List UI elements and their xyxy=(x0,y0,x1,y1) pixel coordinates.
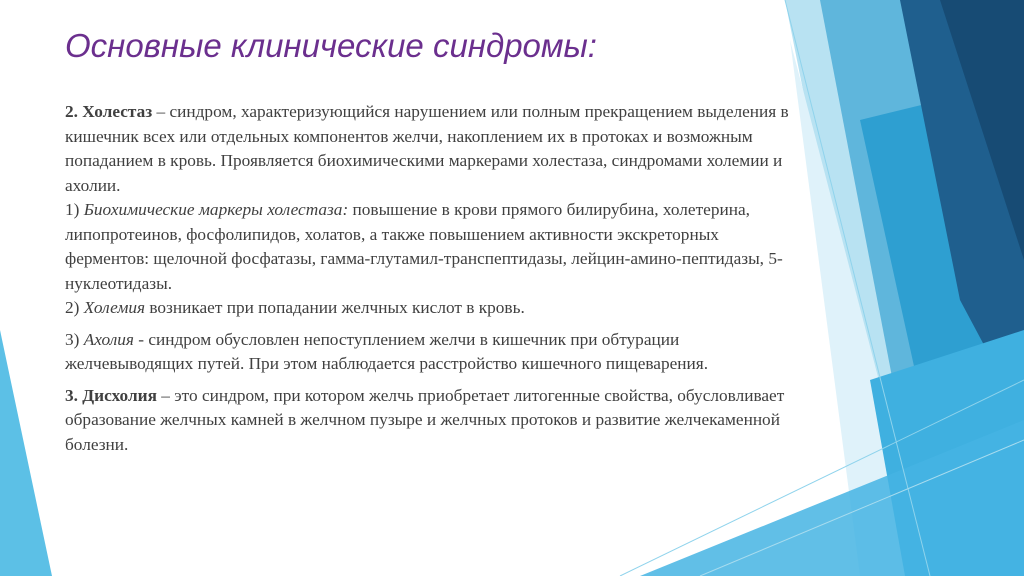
markers-number: 1) xyxy=(65,200,84,219)
slide-title: Основные клинические синдромы: xyxy=(65,27,597,64)
dyscholia-text: – это синдром, при котором желчь приобретает литогенные свойства, обусловливает образование желчных камней в желчном пузыре и желчных протоков и развитие желчекаменной болезни. xyxy=(65,385,785,454)
cholemia-text: возникает при попадании желчных кислот в кровь. xyxy=(145,298,525,317)
paragraph-acholia xyxy=(65,328,805,377)
markers-text: повышение в крови прямого билирубина, холетерина, липопротеинов, фосфолипидов, холатов, а также повышением активности экскреторных ферментов: щелочной фосфатазы, гамма-глутамил-транспептидазы, лейцин-амино-пептидазы, 5-нуклеотидазы. xyxy=(65,200,783,293)
acholia-text: - синдром обусловлен непоступлением желчи в кишечник при обтурации желчевыводящих путей. При этом наблюдается расстройство кишечного пищеварения. xyxy=(65,329,709,373)
slide-body xyxy=(65,100,805,457)
cholestasis-text: – синдром, характеризующийся нарушением или полным прекращением выделения в кишечник всех или отдельных компонентов желчи, накоплением их в протоках и возможным попаданием в кровь. Проявляется биохимическими маркерами холестаза, синдромами холемии и ахолии. xyxy=(65,102,789,195)
markers-term: Биохимические маркеры холестаза: xyxy=(83,200,349,219)
paragraph-markers xyxy=(65,198,805,296)
acholia-term: Ахолия xyxy=(83,329,134,349)
acholia-number: 3) xyxy=(65,329,84,349)
dyscholia-heading: 3. Дисхолия xyxy=(65,385,157,405)
cholemia-term: Холемия xyxy=(83,298,146,317)
paragraph-dyscholia xyxy=(65,384,805,458)
cholemia-number: 2) xyxy=(65,298,84,317)
left-triangle-decor xyxy=(0,330,52,576)
cholestasis-heading: 2. Холестаз xyxy=(65,102,153,121)
paragraph-cholestasis xyxy=(65,100,805,198)
paragraph-cholemia xyxy=(65,296,805,321)
